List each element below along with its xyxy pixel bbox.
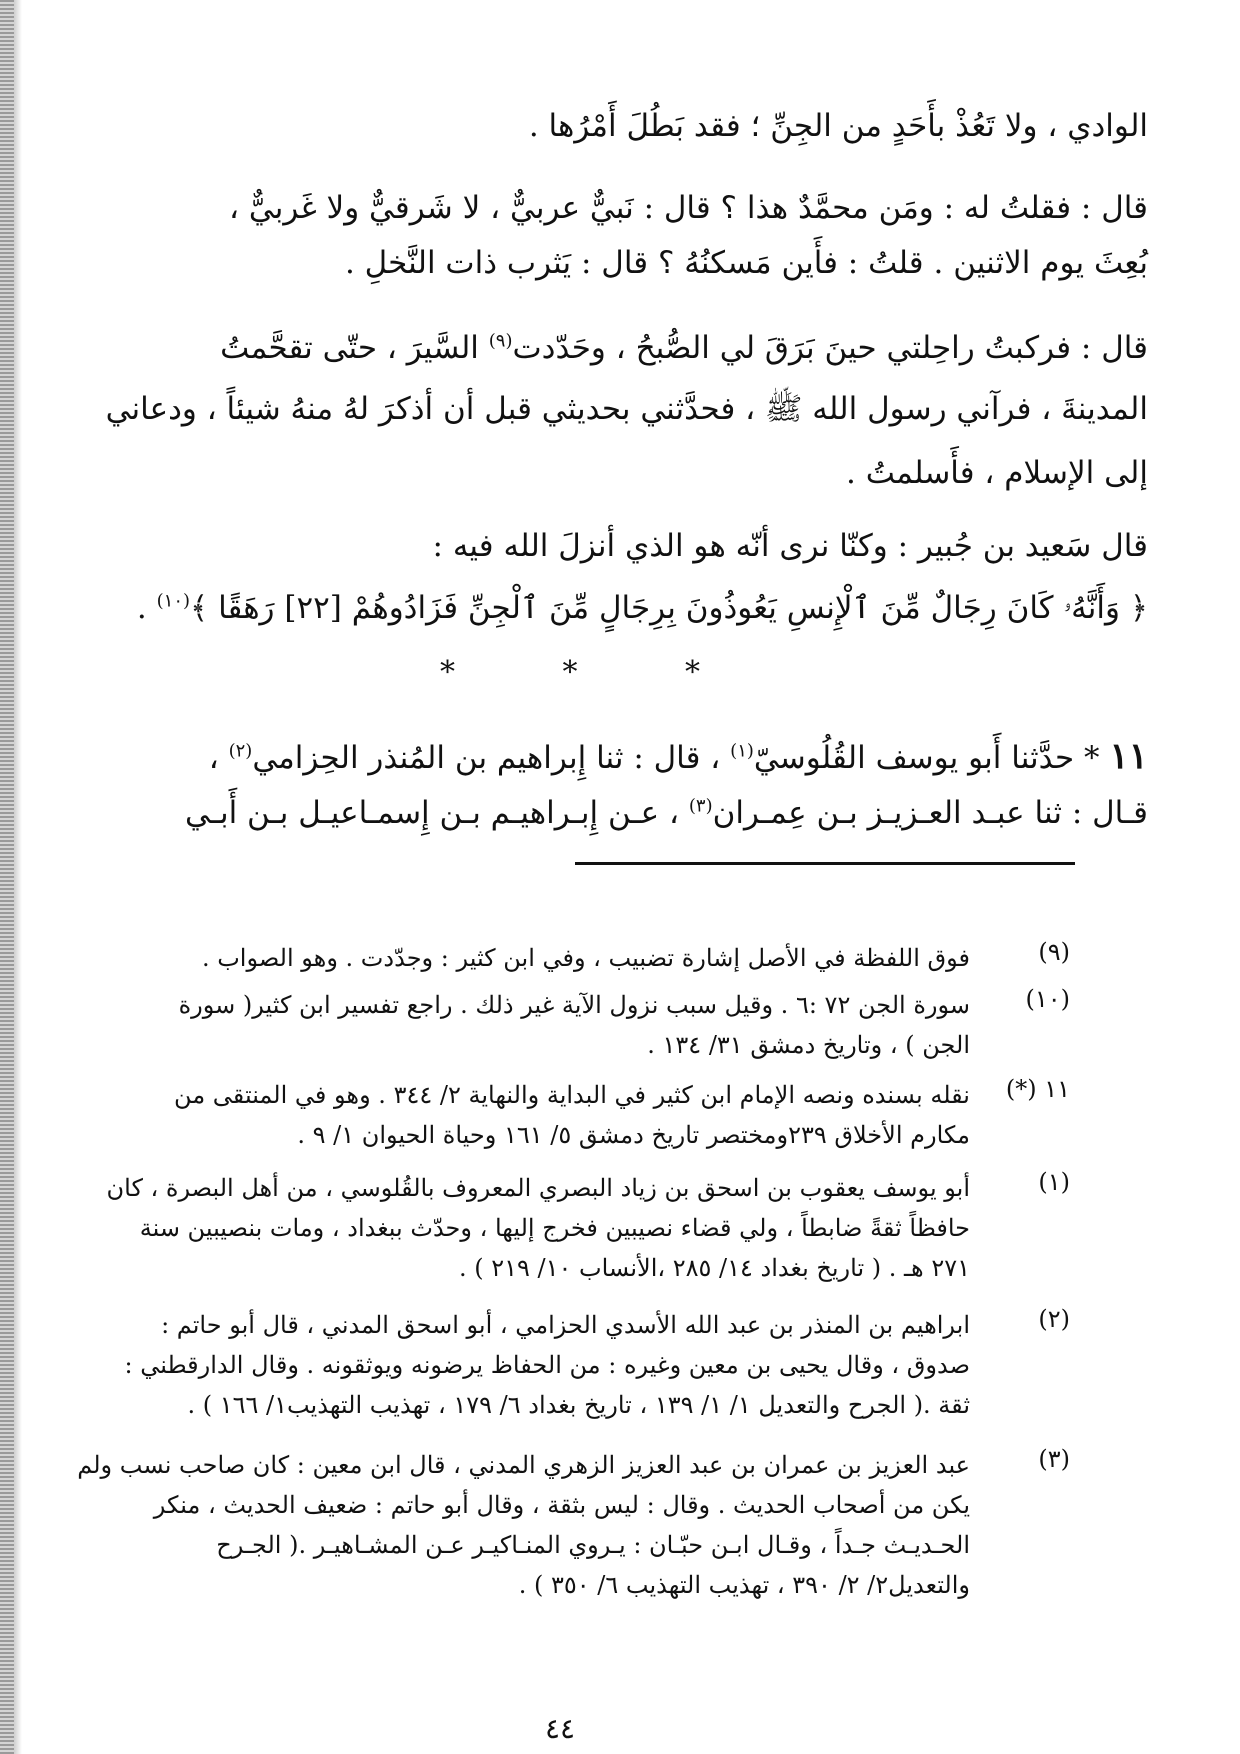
main-text-segment: ، قال : ثنا إِبراهيم بن المُنذر الحِزامي (252, 740, 731, 776)
page-binding-shadow (14, 0, 22, 1754)
footnote-line: الجن ) ، وتاريخ دمشق ٣١/ ١٣٤ . (647, 1031, 970, 1059)
footnote-body (40, 1305, 970, 1425)
footnote-mark: (٩) (1038, 938, 1070, 966)
footnote-1 (40, 1168, 1070, 1288)
footnote-9 (40, 938, 1070, 978)
footnote-body (40, 1445, 970, 1605)
footnote-line: الحـديـث جـداً ، وقـال ابـن حبّـان : يـروي المنـاكيـر عـن المشـاهيـر .( الجـرح (216, 1531, 970, 1559)
section-separator-stars (440, 655, 700, 690)
footnote-line: والتعديل٢/ ٢/ ٣٩٠ ، تهذيب التهذيب ٦/ ٣٥٠ ) . (518, 1571, 970, 1599)
separator-star: * (685, 655, 700, 690)
footnote-body (40, 985, 970, 1065)
footnote-ref-3: (٣) (688, 795, 713, 817)
main-text-segment: قال : فركبتُ راحِلتي حينَ بَرَقَ لي الصُّبحُ ، وحَدّدت (512, 330, 1148, 366)
main-text-line-1: الوادي ، ولا تَعُذْ بأَحَدٍ من الجِنِّ ؛ فقد بَطُلَ أَمْرُها . (528, 108, 1148, 144)
quran-verse-line (137, 590, 1148, 627)
footnote-body (40, 1075, 970, 1155)
page-number: ٤٤ (544, 1712, 576, 1745)
separator-star: * (562, 655, 578, 690)
footnote-ref-10: (١٠) (156, 590, 191, 612)
page-binding-edge (0, 0, 14, 1754)
footnote-ref-9: (٩) (488, 330, 513, 352)
main-text-line-2: قال : فقلتُ له : ومَن محمَّدٌ هذا ؟ قال : نَبيٌّ عربيٌّ ، لا شَرقيٌّ ولا غَربيٌّ ، (229, 190, 1148, 226)
footnote-line: يكن من أصحاب الحديث . وقال : ليس بثقة ، وقال أبو حاتم : ضعيف الحديث ، منكر (153, 1491, 970, 1519)
hadith-number: ١١ (1109, 735, 1148, 777)
footnote-separator-rule (575, 862, 1075, 865)
footnote-line: مكارم الأخلاق ٢٣٩ومختصر تاريخ دمشق ٥/ ١٦١ وحياة الحيوان ١/ ٩ . (297, 1121, 970, 1149)
quran-verse: ﴿ وَأَنَّهُۥ كَانَ رِجَالٌ مِّنَ ٱلْإِنسِ يَعُوذُونَ بِرِجَالٍ مِّنَ ٱلْجِنِّ فَزَادُوهُمْ [٢٢] رَهَقًا ﴾ (190, 590, 1148, 626)
footnote-line: ثقة .( الجرح والتعديل ١/ ١/ ١٣٩ ، تاريخ بغداد ٦/ ١٧٩ ، تهذيب التهذيب١/ ١٦٦ ) . (187, 1391, 970, 1419)
hadith-line-1 (209, 735, 1148, 777)
footnote-11 (40, 1075, 1070, 1155)
footnote-line: عبد العزيز بن عمران بن عبد العزيز الزهري المدني ، قال ابن معين : كان صاحب نسب ولم (77, 1451, 970, 1479)
footnote-10 (40, 985, 1070, 1065)
footnote-ref-2: (٢) (228, 740, 253, 762)
footnote-mark: (٢) (1038, 1305, 1070, 1333)
main-text-line-3: بُعِثَ يوم الاثنين . قلتُ : فأَين مَسكنُهُ ؟ قال : يَثرب ذات النَّخلِ . (344, 245, 1148, 281)
footnote-line: أبو يوسف يعقوب بن اسحق بن زياد البصري المعروف بالقُلوسي ، من أهل البصرة ، كان (106, 1174, 970, 1202)
footnote-line: نقله بسنده ونصه الإمام ابن كثير في البداية والنهاية ٢/ ٣٤٤ . وهو في المنتقى من (174, 1081, 970, 1109)
main-text-segment: قـال : ثنا عبـد العـزيـز بـن عِمـران (712, 795, 1148, 831)
main-text-line-4 (220, 330, 1148, 366)
footnote-body (40, 1168, 970, 1288)
footnote-body (40, 938, 970, 978)
hadith-line-2 (185, 795, 1148, 831)
main-text-line-5: المدينةَ ، فرآني رسول الله ﷺ ، فحدَّثني بحديثي قبل أن أذكرَ لهُ منهُ شيئاً ، ودعاني (105, 391, 1148, 427)
footnote-line: سورة الجن ٧٢ :٦ . وقيل سبب نزول الآية غير ذلك . راجع تفسير ابن كثير( سورة (178, 991, 970, 1019)
footnote-mark: ١١ (*) (1005, 1075, 1070, 1103)
main-text-segment: ، عـن إِبـراهيـم بـن إِسمـاعيـل بـن أَبـي (185, 795, 689, 831)
footnote-line: حافظاً ثقةً ضابطاً ، ولي قضاء نصيبين فخرج إليها ، وحدّث ببغداد ، ومات بنصيبين سنة (139, 1214, 970, 1242)
footnote-ref-1: (١) (730, 740, 754, 762)
footnote-line: صدوق ، وقال يحيى بن معين وغيره : من الحفاظ يرضونه ويوثقونه . وقال الدارقطني : (124, 1351, 970, 1379)
footnote-mark: (٣) (1038, 1445, 1070, 1473)
footnote-3 (40, 1445, 1070, 1605)
main-text-line-7: قال سَعيد بن جُبير : وكنّا نرى أنّه هو الذي أنزلَ الله فيه : (432, 528, 1148, 564)
footnote-mark: (١) (1038, 1168, 1070, 1196)
main-text-segment: حدَّثنا أَبو يوسف القُلُوسيّ (753, 740, 1084, 776)
main-text-segment: . (136, 590, 157, 626)
main-text-segment: ، (208, 740, 229, 776)
footnote-2 (40, 1305, 1070, 1425)
main-text-line-6: إلى الإسلام ، فأَسلمتُ . (846, 455, 1148, 491)
footnote-line: فوق اللفظة في الأصل إشارة تضبيب ، وفي ابن كثير : وجدّدت . وهو الصواب . (201, 944, 970, 972)
hadith-star: * (1083, 740, 1100, 776)
footnote-line: ابراهيم بن المنذر بن عبد الله الأسدي الحزامي ، أبو اسحق المدني ، قال أبو حاتم : (161, 1311, 970, 1339)
main-text-segment: السَّيرَ ، حتّى تقحَّمتُ (220, 330, 489, 366)
footnote-mark: (١٠) (1025, 985, 1070, 1013)
separator-star: * (440, 655, 455, 690)
footnote-line: ٢٧١ هـ . ( تاريخ بغداد ١٤/ ٢٨٥ ،الأنساب ١٠/ ٢١٩ ) . (458, 1254, 970, 1282)
